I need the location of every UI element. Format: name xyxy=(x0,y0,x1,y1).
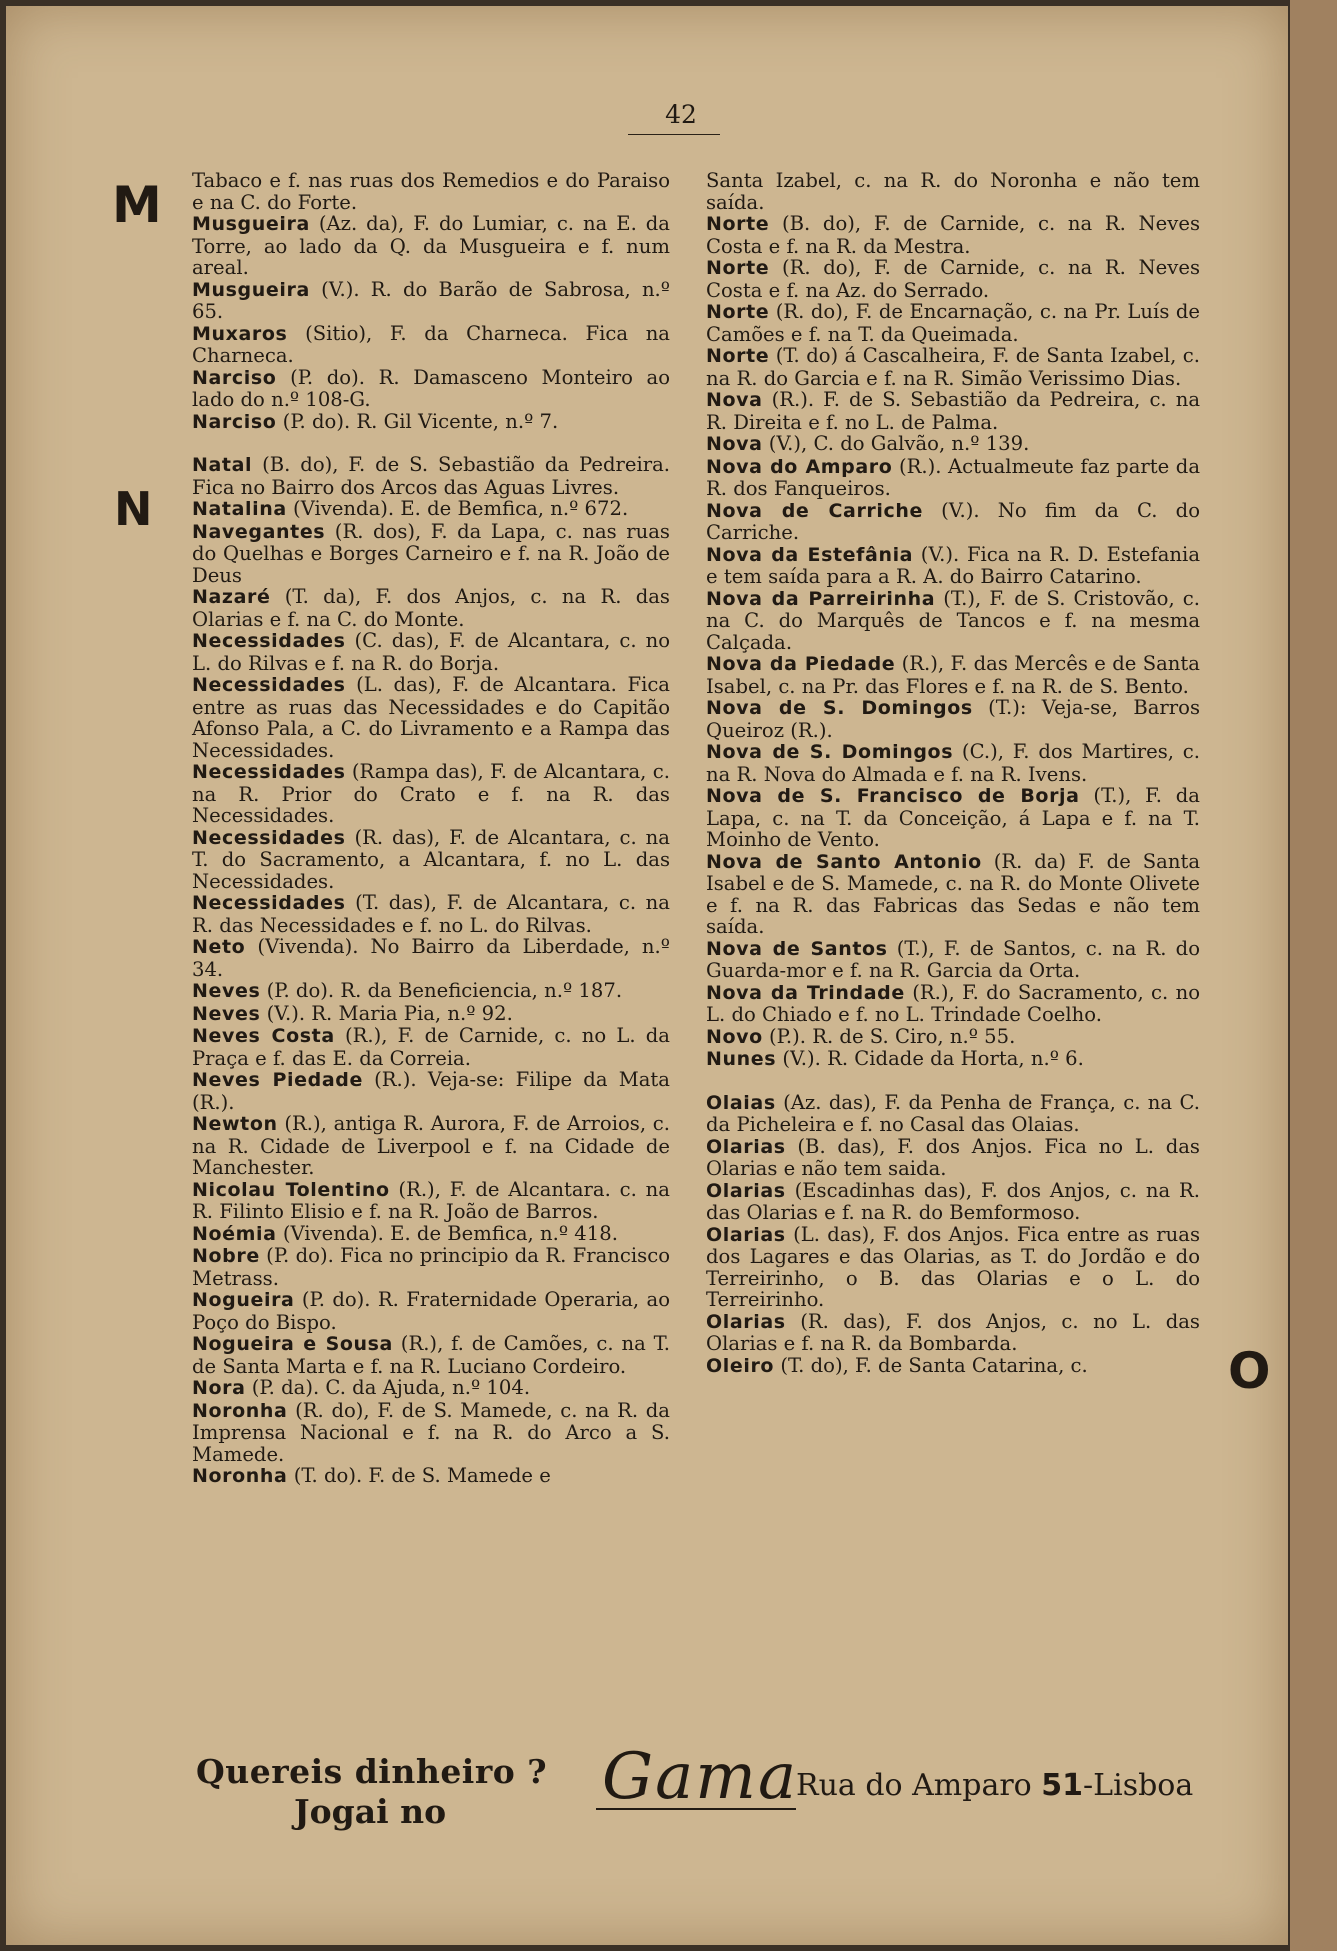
entry-headword: Nova de S. Francisco de Borja xyxy=(706,785,1080,807)
entry-text: (T.): Veja-se, Barros Queiroz (R.). xyxy=(706,696,1201,742)
directory-entry xyxy=(192,279,670,323)
entry-text: (R.), F. das Mercês e de Santa Isabel, c. na Pr. das Flores e f. na R. de S. Bento. xyxy=(706,652,1200,698)
entry-headword: Musgueira xyxy=(192,213,310,235)
ad-address-number: 51 xyxy=(1041,1768,1084,1803)
directory-entry xyxy=(706,433,1200,456)
entry-headword: Nova da Trindade xyxy=(706,981,905,1004)
entry-headword: Noémia xyxy=(192,1222,277,1245)
entry-text: (R. do), F. de S. Mamede, c. na R. da Imprensa Nacional e f. na R. do Arco a S. Mamede. xyxy=(192,1398,670,1466)
directory-entry xyxy=(706,500,1200,544)
entry-headword: Necessidades xyxy=(192,892,346,914)
entry-headword: Nova da Estefânia xyxy=(706,543,914,566)
directory-entry xyxy=(706,653,1200,697)
entry-headword: Nova de Carriche xyxy=(706,499,923,522)
entry-text: (C. das), F. de Alcantara, c. no L. do Rilvas e f. na R. do Borja. xyxy=(192,629,670,675)
directory-entry xyxy=(706,982,1200,1026)
entry-headword: Neves xyxy=(192,1002,261,1025)
letter-mark-o: O xyxy=(1228,1342,1271,1400)
directory-entry xyxy=(192,761,670,827)
directory-entry xyxy=(192,1245,670,1289)
directory-entry xyxy=(706,544,1200,588)
entry-text: (P. do). Fica no principio da R. Francisco Metrass. xyxy=(192,1244,670,1290)
entry-text: (Sitio), F. da Charneca. Fica na Charneca. xyxy=(192,321,670,367)
entry-headword: Musgueira xyxy=(192,278,310,301)
entry-text: (R.). Veja-se: Filipe da Mata (R.). xyxy=(192,1068,670,1114)
entry-headword: Natalina xyxy=(192,498,287,520)
entry-headword: Necessidades xyxy=(192,826,346,849)
directory-entry xyxy=(706,1048,1200,1071)
entry-text: Santa Izabel, c. na R. do Noronha e não tem saída. xyxy=(706,169,1200,214)
entry-text: (T. do), F. de Santa Catarina, c. xyxy=(780,1353,1088,1377)
document-page xyxy=(6,6,1288,1945)
entry-headword: Newton xyxy=(192,1113,278,1135)
directory-entry xyxy=(192,170,670,213)
entry-text: (Vivenda). E. de Bemfica, n.º 418. xyxy=(282,1221,618,1245)
directory-entry xyxy=(706,345,1200,389)
entry-text: (C.), F. dos Martires, c. na R. Nova do Almada e f. na R. Ivens. xyxy=(706,740,1200,786)
directory-entry xyxy=(192,674,670,761)
entry-text: (R.), f. de Camões, c. na T. de Santa Marta e f. na R. Luciano Cordeiro. xyxy=(192,1332,670,1378)
entry-text: (P.). R. de S. Ciro, n.º 55. xyxy=(769,1024,1016,1048)
directory-entry xyxy=(706,588,1200,654)
directory-entry xyxy=(706,741,1200,785)
ad-address xyxy=(796,1768,1193,1803)
entry-text: (R.), F. do Sacramento, c. no L. do Chiado e f. no L. Trindade Coelho. xyxy=(706,980,1201,1026)
entry-text: (R. do), F. de Carnide, c. na R. Neves Costa e f. na Az. do Serrado. xyxy=(706,256,1200,302)
directory-entry xyxy=(706,456,1200,500)
adjacent-page-edge xyxy=(1290,0,1337,1951)
entry-headword: Nova do Amparo xyxy=(706,455,893,478)
entry-text: (P. do). R. Damasceno Monteiro ao lado do n.º 108-G. xyxy=(192,365,670,411)
directory-entry xyxy=(192,1003,670,1026)
entry-text: (R.), F. de Carnide, c. no L. da Praça e f. das E. da Correia. xyxy=(192,1024,670,1070)
directory-entry xyxy=(192,586,670,630)
directory-entry xyxy=(192,630,670,674)
advertisement xyxy=(6,1740,1288,1856)
directory-entry xyxy=(706,1180,1200,1224)
entry-headword: Natal xyxy=(192,454,253,476)
entry-text: (Vivenda). E. de Bemfica, n.º 672. xyxy=(293,497,629,520)
entry-headword: Nogueira e Sousa xyxy=(192,1333,393,1355)
directory-entry xyxy=(706,785,1200,851)
ad-address-prefix: Rua do Amparo xyxy=(796,1768,1032,1803)
directory-entry xyxy=(192,827,670,893)
directory-entry xyxy=(706,938,1200,982)
entry-text: (Vivenda). No Bairro da Liberdade, n.º 34. xyxy=(192,935,670,981)
entry-headword: Nogueira xyxy=(192,1289,295,1311)
entry-text: (V.). R. do Barão de Sabrosa, n.º 65. xyxy=(192,277,671,323)
directory-entry xyxy=(192,323,670,367)
directory-entry xyxy=(706,1224,1200,1311)
directory-entry xyxy=(192,1113,670,1179)
directory-entry xyxy=(706,257,1200,301)
entry-headword: Navegantes xyxy=(192,520,326,543)
entry-text: (Az. da), F. do Lumiar, c. na E. da Torre, ao lado da Q. da Musgueira e f. num areal. xyxy=(192,212,670,279)
letter-mark-n: N xyxy=(114,482,153,536)
directory-entry xyxy=(192,411,670,434)
entry-headword: Nazaré xyxy=(192,586,271,608)
entry-headword: Nobre xyxy=(192,1245,260,1267)
entry-text: (R.). F. de S. Sebastião da Pedreira, c. na R. Direita e f. no L. de Palma. xyxy=(706,388,1200,434)
entry-headword: Olarias xyxy=(706,1135,786,1158)
ad-brand-logo: Gama xyxy=(602,1740,799,1814)
entry-text: (V.). No fim da C. do Carriche. xyxy=(706,498,1200,544)
entry-headword: Neves Costa xyxy=(192,1025,335,1047)
entry-headword: Nova de S. Domingos xyxy=(706,741,954,763)
entry-text: (Escadinhas das), F. dos Anjos, c. na R. das Olarias e f. na R. do Bemformoso. xyxy=(706,1178,1200,1224)
letter-mark-m: M xyxy=(112,176,162,234)
entry-headword: Neves Piedade xyxy=(192,1069,363,1091)
entry-text: (T.), F. de S. Cristovão, c. na C. do Marquês de Tancos e f. na mesma Calçada. xyxy=(706,586,1200,654)
directory-entry xyxy=(192,454,670,498)
directory-entry xyxy=(706,1026,1200,1049)
directory-entry xyxy=(706,213,1200,257)
entry-text: (R. do), F. de Encarnação, c. na Pr. Luís de Camões e f. na T. da Queimada. xyxy=(706,300,1200,346)
entry-text: (Rampa das), F. de Alcantara, c. na R. Prior do Crato e f. na R. das Necessidades. xyxy=(192,760,670,827)
entry-text: (T. do). F. de S. Mamede e xyxy=(293,1464,551,1487)
entry-headword: Nova xyxy=(706,389,763,411)
ad-question: Quereis dinheiro ? xyxy=(196,1752,548,1791)
directory-entry xyxy=(192,1333,670,1377)
entry-headword: Necessidades xyxy=(192,761,346,783)
directory-entry xyxy=(192,1069,670,1113)
directory-entry xyxy=(706,697,1200,741)
entry-headword: Norte xyxy=(706,257,770,279)
directory-entry xyxy=(192,1223,670,1246)
entry-text: (R. dos), F. da Lapa, c. nas ruas do Quelhas e Borges Carneiro e f. na R. João de Deus xyxy=(192,519,670,587)
entry-text: (R. das), F. dos Anjos, c. no L. das Olarias e f. na R. da Bombarda. xyxy=(706,1309,1200,1355)
entry-text: (L. das), F. dos Anjos. Fica entre as ruas dos Lagares e das Olarias, as T. do Jordão e do Terreirinho, o B. das Olarias e o L. do Terreirinho. xyxy=(706,1222,1200,1311)
entry-headword: Nova de Santo Antonio xyxy=(706,850,982,873)
entry-text: (P. do). R. Gil Vicente, n.º 7. xyxy=(282,409,559,433)
entry-headword: Noronha xyxy=(192,1465,288,1487)
directory-entry xyxy=(706,301,1200,345)
entry-headword: Olaias xyxy=(706,1091,776,1114)
entry-headword: Novo xyxy=(706,1025,763,1048)
directory-entry xyxy=(706,1311,1200,1355)
directory-entry xyxy=(192,1377,670,1400)
directory-entry xyxy=(706,851,1200,938)
directory-entry xyxy=(192,521,670,587)
entry-text: (T. do) á Cascalheira, F. de Santa Izabel, c. na R. do Garcia e f. na R. Simão Verissimo Dias. xyxy=(706,344,1200,390)
entry-text: (R.). Actualmeute faz parte da R. dos Fanqueiros. xyxy=(706,454,1200,500)
directory-entry xyxy=(192,936,670,980)
entry-headword: Noronha xyxy=(192,1399,288,1422)
entry-headword: Necessidades xyxy=(192,630,346,652)
directory-entry xyxy=(706,170,1200,213)
entry-headword: Nora xyxy=(192,1377,246,1399)
entry-headword: Neves xyxy=(192,980,261,1002)
ad-play: Jogai no xyxy=(294,1792,447,1831)
entry-text: (P. da). C. da Ajuda, n.º 104. xyxy=(251,1376,531,1399)
entry-text: (T.), F. da Lapa, c. na T. da Conceição, á Lapa e f. na T. Moinho de Vento. xyxy=(706,784,1200,851)
entry-headword: Nova de S. Domingos xyxy=(706,697,973,719)
entry-headword: Nova da Piedade xyxy=(706,653,896,675)
entry-headword: Nova xyxy=(706,433,763,455)
entry-text: (B. das), F. dos Anjos. Fica no L. das Olarias e não tem saida. xyxy=(706,1134,1200,1180)
entry-headword: Olarias xyxy=(706,1179,786,1202)
directory-entry xyxy=(192,498,670,521)
directory-entry xyxy=(192,1179,670,1223)
entry-headword: Muxaros xyxy=(192,322,288,345)
ad-address-suffix: -Lisboa xyxy=(1083,1768,1194,1803)
entry-text: (V.). R. Maria Pia, n.º 92. xyxy=(266,1001,513,1025)
directory-entry xyxy=(192,1025,670,1069)
entry-text: (R.), F. de Alcantara. c. na R. Filinto Elisio e f. na R. João de Barros. xyxy=(192,1177,670,1223)
directory-entry xyxy=(706,1092,1200,1136)
entry-text: (V.), C. do Galvão, n.º 139. xyxy=(768,432,1030,455)
entry-headword: Necessidades xyxy=(192,674,346,696)
page-number: 42 xyxy=(665,100,697,129)
entry-text: (P. do). R. da Beneficiencia, n.º 187. xyxy=(266,979,623,1002)
entry-text: (Az. das), F. da Penha de França, c. na C. da Picheleira e f. no Casal das Olaias. xyxy=(706,1090,1200,1136)
entry-text: (R. da) F. de Santa Isabel e de S. Mamede, c. na R. do Monte Olivete e f. na R. das Fabricas das Sedas e não tem saída. xyxy=(706,849,1201,938)
directory-entry xyxy=(192,213,670,279)
entry-headword: Olarias xyxy=(706,1223,786,1246)
entry-text: (R.), antiga R. Aurora, F. de Arroios, c. na R. Cidade de Liverpool e f. na Cidade de Manchester. xyxy=(192,1112,671,1179)
entry-headword: Nicolau Tolentino xyxy=(192,1178,390,1201)
entry-text: (L. das), F. de Alcantara. Fica entre as ruas das Necessidades e do Capitão Afonso Pala, a C. do Livramento e a Rampa das Necessidades. xyxy=(192,673,670,762)
entry-text: (B. do), F. de S. Sebastião da Pedreira. Fica no Bairro dos Arcos das Aguas Livres. xyxy=(192,453,671,499)
entry-headword: Norte xyxy=(706,345,770,367)
entry-text: (R. das), F. de Alcantara, c. na T. do Sacramento, a Alcantara, f. no L. das Necessidades. xyxy=(192,825,670,893)
entry-headword: Nova da Parreirinha xyxy=(706,587,936,610)
entry-text: (V.). Fica na R. D. Estefania e tem saída para a R. A. do Bairro Catarino. xyxy=(706,542,1201,588)
entry-text: (V.). R. Cidade da Horta, n.º 6. xyxy=(782,1047,1084,1070)
entry-headword: Olarias xyxy=(706,1310,786,1333)
directory-entry xyxy=(192,1289,670,1333)
section-gap xyxy=(706,1071,1200,1092)
entry-text: (P. do). R. Fraternidade Operaria, ao Poço do Bispo. xyxy=(192,1288,670,1334)
left-column xyxy=(192,170,670,1488)
directory-entry xyxy=(192,1465,670,1488)
directory-entry xyxy=(192,367,670,411)
ad-brand-underline xyxy=(596,1808,796,1810)
entry-text: Tabaco e f. nas ruas dos Remedios e do Paraiso e na C. do Forte. xyxy=(192,169,670,214)
entry-headword: Neto xyxy=(192,936,246,958)
entry-headword: Norte xyxy=(706,301,770,323)
entry-headword: Narciso xyxy=(192,410,277,433)
directory-entry xyxy=(192,892,670,936)
directory-entry xyxy=(192,980,670,1003)
directory-entry xyxy=(706,1355,1200,1378)
section-gap xyxy=(192,433,670,454)
entry-headword: Nunes xyxy=(706,1048,777,1070)
entry-headword: Oleiro xyxy=(706,1354,775,1377)
entry-text: (T. das), F. de Alcantara, c. na R. das Necessidades e f. no L. do Rilvas. xyxy=(192,891,670,937)
entry-headword: Narciso xyxy=(192,366,277,389)
entry-text: (B. do), F. de Carnide, c. na R. Neves Costa e f. na R. da Mestra. xyxy=(706,212,1200,258)
entry-text: (T. da), F. dos Anjos, c. na R. das Olarias e f. na C. do Monte. xyxy=(192,585,670,631)
directory-entry xyxy=(706,389,1200,433)
directory-entry xyxy=(706,1136,1200,1180)
entry-headword: Nova de Santos xyxy=(706,937,888,960)
directory-entry xyxy=(192,1400,670,1466)
entry-headword: Norte xyxy=(706,213,770,235)
page-number-rule xyxy=(628,134,720,135)
entry-text: (T.), F. de Santos, c. na R. do Guarda-mor e f. na R. Garcia da Orta. xyxy=(706,936,1200,982)
right-column xyxy=(706,170,1200,1377)
